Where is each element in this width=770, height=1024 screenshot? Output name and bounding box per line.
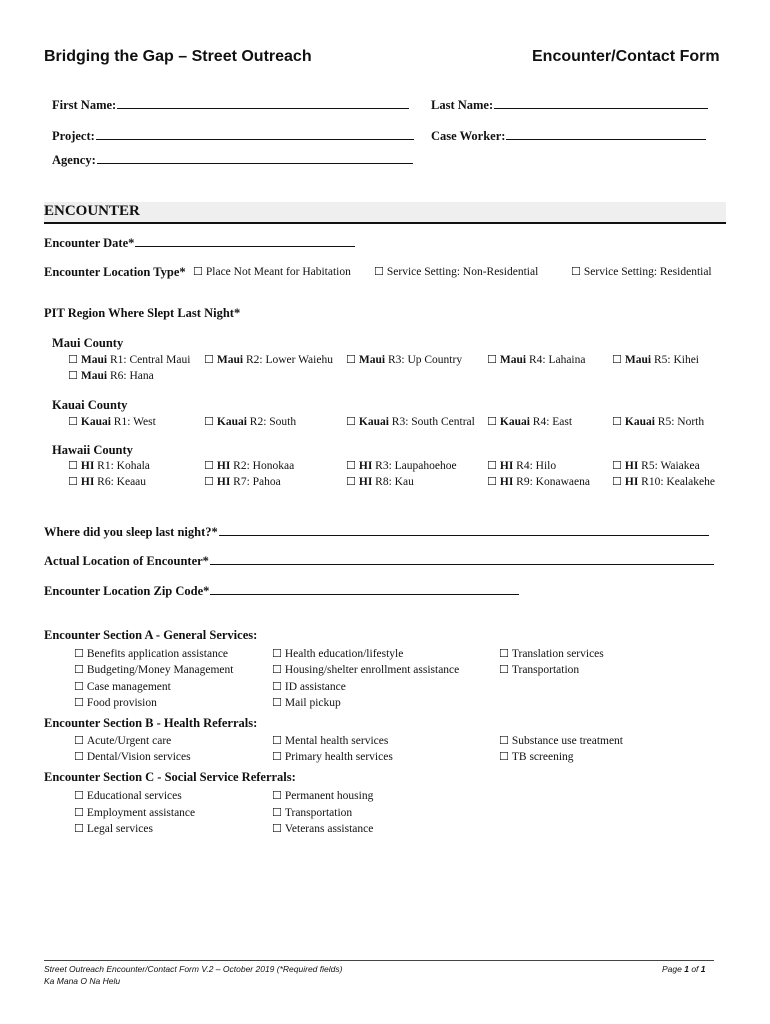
service-option-label: Substance use treatment [511,735,624,747]
encounter-date-label: Encounter Date* [44,236,135,250]
service-option[interactable] [74,789,182,802]
actual-location-field[interactable] [44,551,714,569]
region-option-label: R3: South Central [388,416,475,428]
service-option[interactable] [272,663,459,676]
region-county-prefix: HI [216,476,231,488]
service-option[interactable] [272,696,341,709]
checkbox-icon[interactable]: ☐ [204,353,214,366]
checkbox-icon[interactable]: ☐ [346,415,356,428]
region-option[interactable] [346,459,457,472]
region-option[interactable] [487,353,585,366]
region-option-label: R6: Keaau [94,476,147,488]
region-county-prefix: Kauai [358,416,389,428]
service-option[interactable] [499,750,574,763]
slept-last-night-line [219,522,709,536]
region-option-label: R2: Honokaa [230,460,295,472]
section-rule [44,222,726,224]
checkbox-icon[interactable]: ☐ [74,806,84,819]
checkbox-icon[interactable]: ☐ [487,459,497,472]
service-option-label: Case management [86,681,171,693]
section-c-label: Encounter Section C - Social Service Referrals: [44,770,296,784]
checkbox-icon[interactable]: ☐ [346,459,356,472]
service-option[interactable] [74,750,191,763]
region-option-label: R1: Central Maui [107,354,191,366]
checkbox-icon[interactable]: ☐ [272,750,282,763]
section-a-label: Encounter Section A - General Services: [44,628,258,642]
service-option[interactable] [74,806,195,819]
first-name-line [117,95,409,109]
location-type-option-label: Place Not Meant for Habitation [205,266,351,278]
checkbox-icon[interactable]: ☐ [74,734,84,747]
location-type-option-label: Service Setting: Non-Residential [386,266,539,278]
region-option-label: R5: North [654,416,705,428]
case-worker-label: Case Worker: [431,129,506,143]
maui-county-label: Maui County [52,336,124,350]
region-county-prefix: Maui [499,354,527,366]
checkbox-icon[interactable]: ☐ [499,663,509,676]
checkbox-icon[interactable]: ☐ [68,369,78,382]
slept-last-night-label: Where did you sleep last night?* [44,525,218,539]
service-option[interactable] [499,734,623,747]
checkbox-icon[interactable]: ☐ [346,353,356,366]
checkbox-icon[interactable]: ☐ [68,353,78,366]
region-county-prefix: HI [499,460,514,472]
checkbox-icon[interactable]: ☐ [204,415,214,428]
region-county-prefix: HI [624,460,639,472]
page-number [662,964,706,974]
region-county-prefix: Maui [358,354,386,366]
service-option-label: Primary health services [284,751,393,763]
checkbox-icon[interactable]: ☐ [272,696,282,709]
page-total: 1 [700,964,706,974]
page-of: of [688,964,701,974]
agency-line [97,150,413,164]
region-option[interactable] [68,475,146,488]
region-county-prefix: Maui [216,354,244,366]
region-option-label: R9: Konawaena [513,476,590,488]
location-type-option[interactable] [374,265,538,278]
region-option-label: R4: Lahaina [526,354,586,366]
form-type-title: Encounter/Contact Form [532,48,720,65]
region-county-prefix: HI [358,476,373,488]
region-county-prefix: HI [216,460,231,472]
region-option-label: R8: Kau [372,476,414,488]
footer-org: Ka Mana O Na Helu [44,976,121,986]
page-current: 1 [684,964,689,974]
region-option-label: R4: Hilo [513,460,557,472]
agency-field[interactable] [52,150,413,168]
checkbox-icon[interactable]: ☐ [74,789,84,802]
section-band [44,202,726,222]
service-option-label: Permanent housing [284,790,374,802]
service-option-label: Acute/Urgent care [86,735,172,747]
project-field[interactable] [52,126,414,144]
page-prefix: Page [662,964,685,974]
service-option-label: Legal services [86,823,153,835]
checkbox-icon[interactable]: ☐ [272,806,282,819]
region-county-prefix: HI [80,476,95,488]
service-option-label: Food provision [86,697,157,709]
region-option[interactable] [204,415,296,428]
checkbox-icon[interactable]: ☐ [272,680,282,693]
region-county-prefix: HI [358,460,373,472]
service-option-label: Budgeting/Money Management [86,664,234,676]
region-county-prefix: Maui [80,370,108,382]
service-option-label: Health education/lifestyle [284,648,404,660]
agency-label: Agency: [52,153,96,167]
service-option-label: Employment assistance [86,807,196,819]
last-name-line [494,95,708,109]
checkbox-icon[interactable]: ☐ [612,415,622,428]
region-option-label: R3: Laupahoehoe [372,460,457,472]
checkbox-icon[interactable]: ☐ [487,353,497,366]
checkbox-icon[interactable]: ☐ [74,663,84,676]
encounter-date-field[interactable] [44,233,355,251]
region-option[interactable] [612,475,715,488]
region-option-label: R5: Waiakea [638,460,700,472]
region-option-label: R1: Kohala [94,460,150,472]
slept-last-night-field[interactable] [44,522,709,540]
service-option[interactable] [74,734,171,747]
service-option[interactable] [499,663,579,676]
checkbox-icon[interactable]: ☐ [499,647,509,660]
checkbox-icon[interactable]: ☐ [272,822,282,835]
checkbox-icon[interactable]: ☐ [612,459,622,472]
service-option-label: Housing/shelter enrollment assistance [284,664,460,676]
checkbox-icon[interactable]: ☐ [272,647,282,660]
checkbox-icon[interactable]: ☐ [68,475,78,488]
region-county-prefix: Maui [80,354,108,366]
service-option[interactable] [499,647,604,660]
checkbox-icon[interactable]: ☐ [612,353,622,366]
service-option[interactable] [272,806,352,819]
region-option-label: R4: East [529,416,573,428]
region-option-label: R2: South [246,416,297,428]
service-option[interactable] [74,647,228,660]
service-option-label: ID assistance [284,681,346,693]
region-county-prefix: Kauai [216,416,247,428]
service-option[interactable] [272,734,388,747]
checkbox-icon[interactable]: ☐ [74,822,84,835]
region-option[interactable] [612,459,700,472]
location-type-option[interactable] [193,265,351,278]
region-option[interactable] [68,459,150,472]
service-option[interactable] [74,822,153,835]
checkbox-icon[interactable]: ☐ [499,734,509,747]
encounter-heading: ENCOUNTER [44,203,140,219]
service-option[interactable] [272,789,373,802]
service-option-label: Educational services [86,790,182,802]
checkbox-icon[interactable]: ☐ [193,265,203,278]
region-option-label: R10: Kealakehe [638,476,715,488]
footer-rule [44,960,714,961]
location-type-label: Encounter Location Type* [44,265,186,279]
project-label: Project: [52,129,95,143]
checkbox-icon[interactable]: ☐ [571,265,581,278]
region-county-prefix: HI [499,476,514,488]
location-type-option-label: Service Setting: Residential [583,266,712,278]
service-option-label: Veterans assistance [284,823,374,835]
checkbox-icon[interactable]: ☐ [74,696,84,709]
region-option[interactable] [68,369,154,382]
region-option[interactable] [346,353,462,366]
checkbox-icon[interactable]: ☐ [74,680,84,693]
service-option-label: Mental health services [284,735,389,747]
checkbox-icon[interactable]: ☐ [204,459,214,472]
service-option[interactable] [74,663,233,676]
service-option-label: Transportation [511,664,580,676]
region-county-prefix: Kauai [624,416,655,428]
region-option[interactable] [612,353,699,366]
actual-location-line [210,551,714,565]
checkbox-icon[interactable]: ☐ [68,415,78,428]
region-option[interactable] [204,353,333,366]
service-option[interactable] [74,696,157,709]
region-option[interactable] [204,459,294,472]
checkbox-icon[interactable]: ☐ [272,663,282,676]
case-worker-line [506,126,706,140]
checkbox-icon[interactable]: ☐ [272,789,282,802]
section-b-label: Encounter Section B - Health Referrals: [44,716,258,730]
region-county-prefix: Kauai [80,416,111,428]
checkbox-icon[interactable]: ☐ [487,475,497,488]
checkbox-icon[interactable]: ☐ [346,475,356,488]
zip-code-field[interactable] [44,581,519,599]
region-option[interactable] [204,475,281,488]
service-option-label: Dental/Vision services [86,751,191,763]
service-option[interactable] [272,680,346,693]
region-option-label: R6: Hana [107,370,154,382]
service-option[interactable] [74,680,171,693]
zip-code-label: Encounter Location Zip Code* [44,584,210,598]
checkbox-icon[interactable]: ☐ [204,475,214,488]
checkbox-icon[interactable]: ☐ [74,750,84,763]
checkbox-icon[interactable]: ☐ [499,750,509,763]
encounter-date-line [135,233,355,247]
region-option-label: R1: West [110,416,156,428]
checkbox-icon[interactable]: ☐ [272,734,282,747]
service-option-label: TB screening [511,751,574,763]
checkbox-icon[interactable]: ☐ [374,265,384,278]
region-option[interactable] [487,459,556,472]
checkbox-icon[interactable]: ☐ [68,459,78,472]
region-county-prefix: Maui [624,354,652,366]
actual-location-label: Actual Location of Encounter* [44,554,209,568]
service-option-label: Translation services [511,648,604,660]
last-name-label: Last Name: [431,98,494,112]
service-option-label: Transportation [284,807,353,819]
case-worker-field[interactable] [431,126,706,144]
region-option[interactable] [346,415,475,428]
region-county-prefix: Kauai [499,416,530,428]
checkbox-icon[interactable]: ☐ [487,415,497,428]
checkbox-icon[interactable]: ☐ [74,647,84,660]
region-option[interactable] [487,475,590,488]
region-option[interactable] [612,415,704,428]
project-line [96,126,414,140]
first-name-field[interactable] [52,95,409,113]
region-option-label: R5: Kihei [651,354,699,366]
service-option[interactable] [272,647,403,660]
service-option[interactable] [272,822,373,835]
first-name-label: First Name: [52,98,117,112]
region-option[interactable] [346,475,414,488]
region-option-label: R3: Up Country [385,354,463,366]
region-option-label: R7: Pahoa [230,476,281,488]
kauai-county-label: Kauai County [52,398,128,412]
location-type-option[interactable] [571,265,712,278]
form-title: Bridging the Gap – Street Outreach [44,48,312,65]
region-option[interactable] [68,415,156,428]
pit-region-label: PIT Region Where Slept Last Night* [44,306,241,320]
region-option[interactable] [68,353,190,366]
zip-code-line [210,581,519,595]
checkbox-icon[interactable]: ☐ [612,475,622,488]
last-name-field[interactable] [431,95,708,113]
service-option-label: Benefits application assistance [86,648,229,660]
region-county-prefix: HI [80,460,95,472]
hawaii-county-label: Hawaii County [52,443,133,457]
region-option[interactable] [487,415,572,428]
region-county-prefix: HI [624,476,639,488]
region-option-label: R2: Lower Waiehu [243,354,333,366]
service-option-label: Mail pickup [284,697,341,709]
service-option[interactable] [272,750,393,763]
footer-form-version: Street Outreach Encounter/Contact Form V.2 – October 2019 (*Required fields) [44,964,343,974]
